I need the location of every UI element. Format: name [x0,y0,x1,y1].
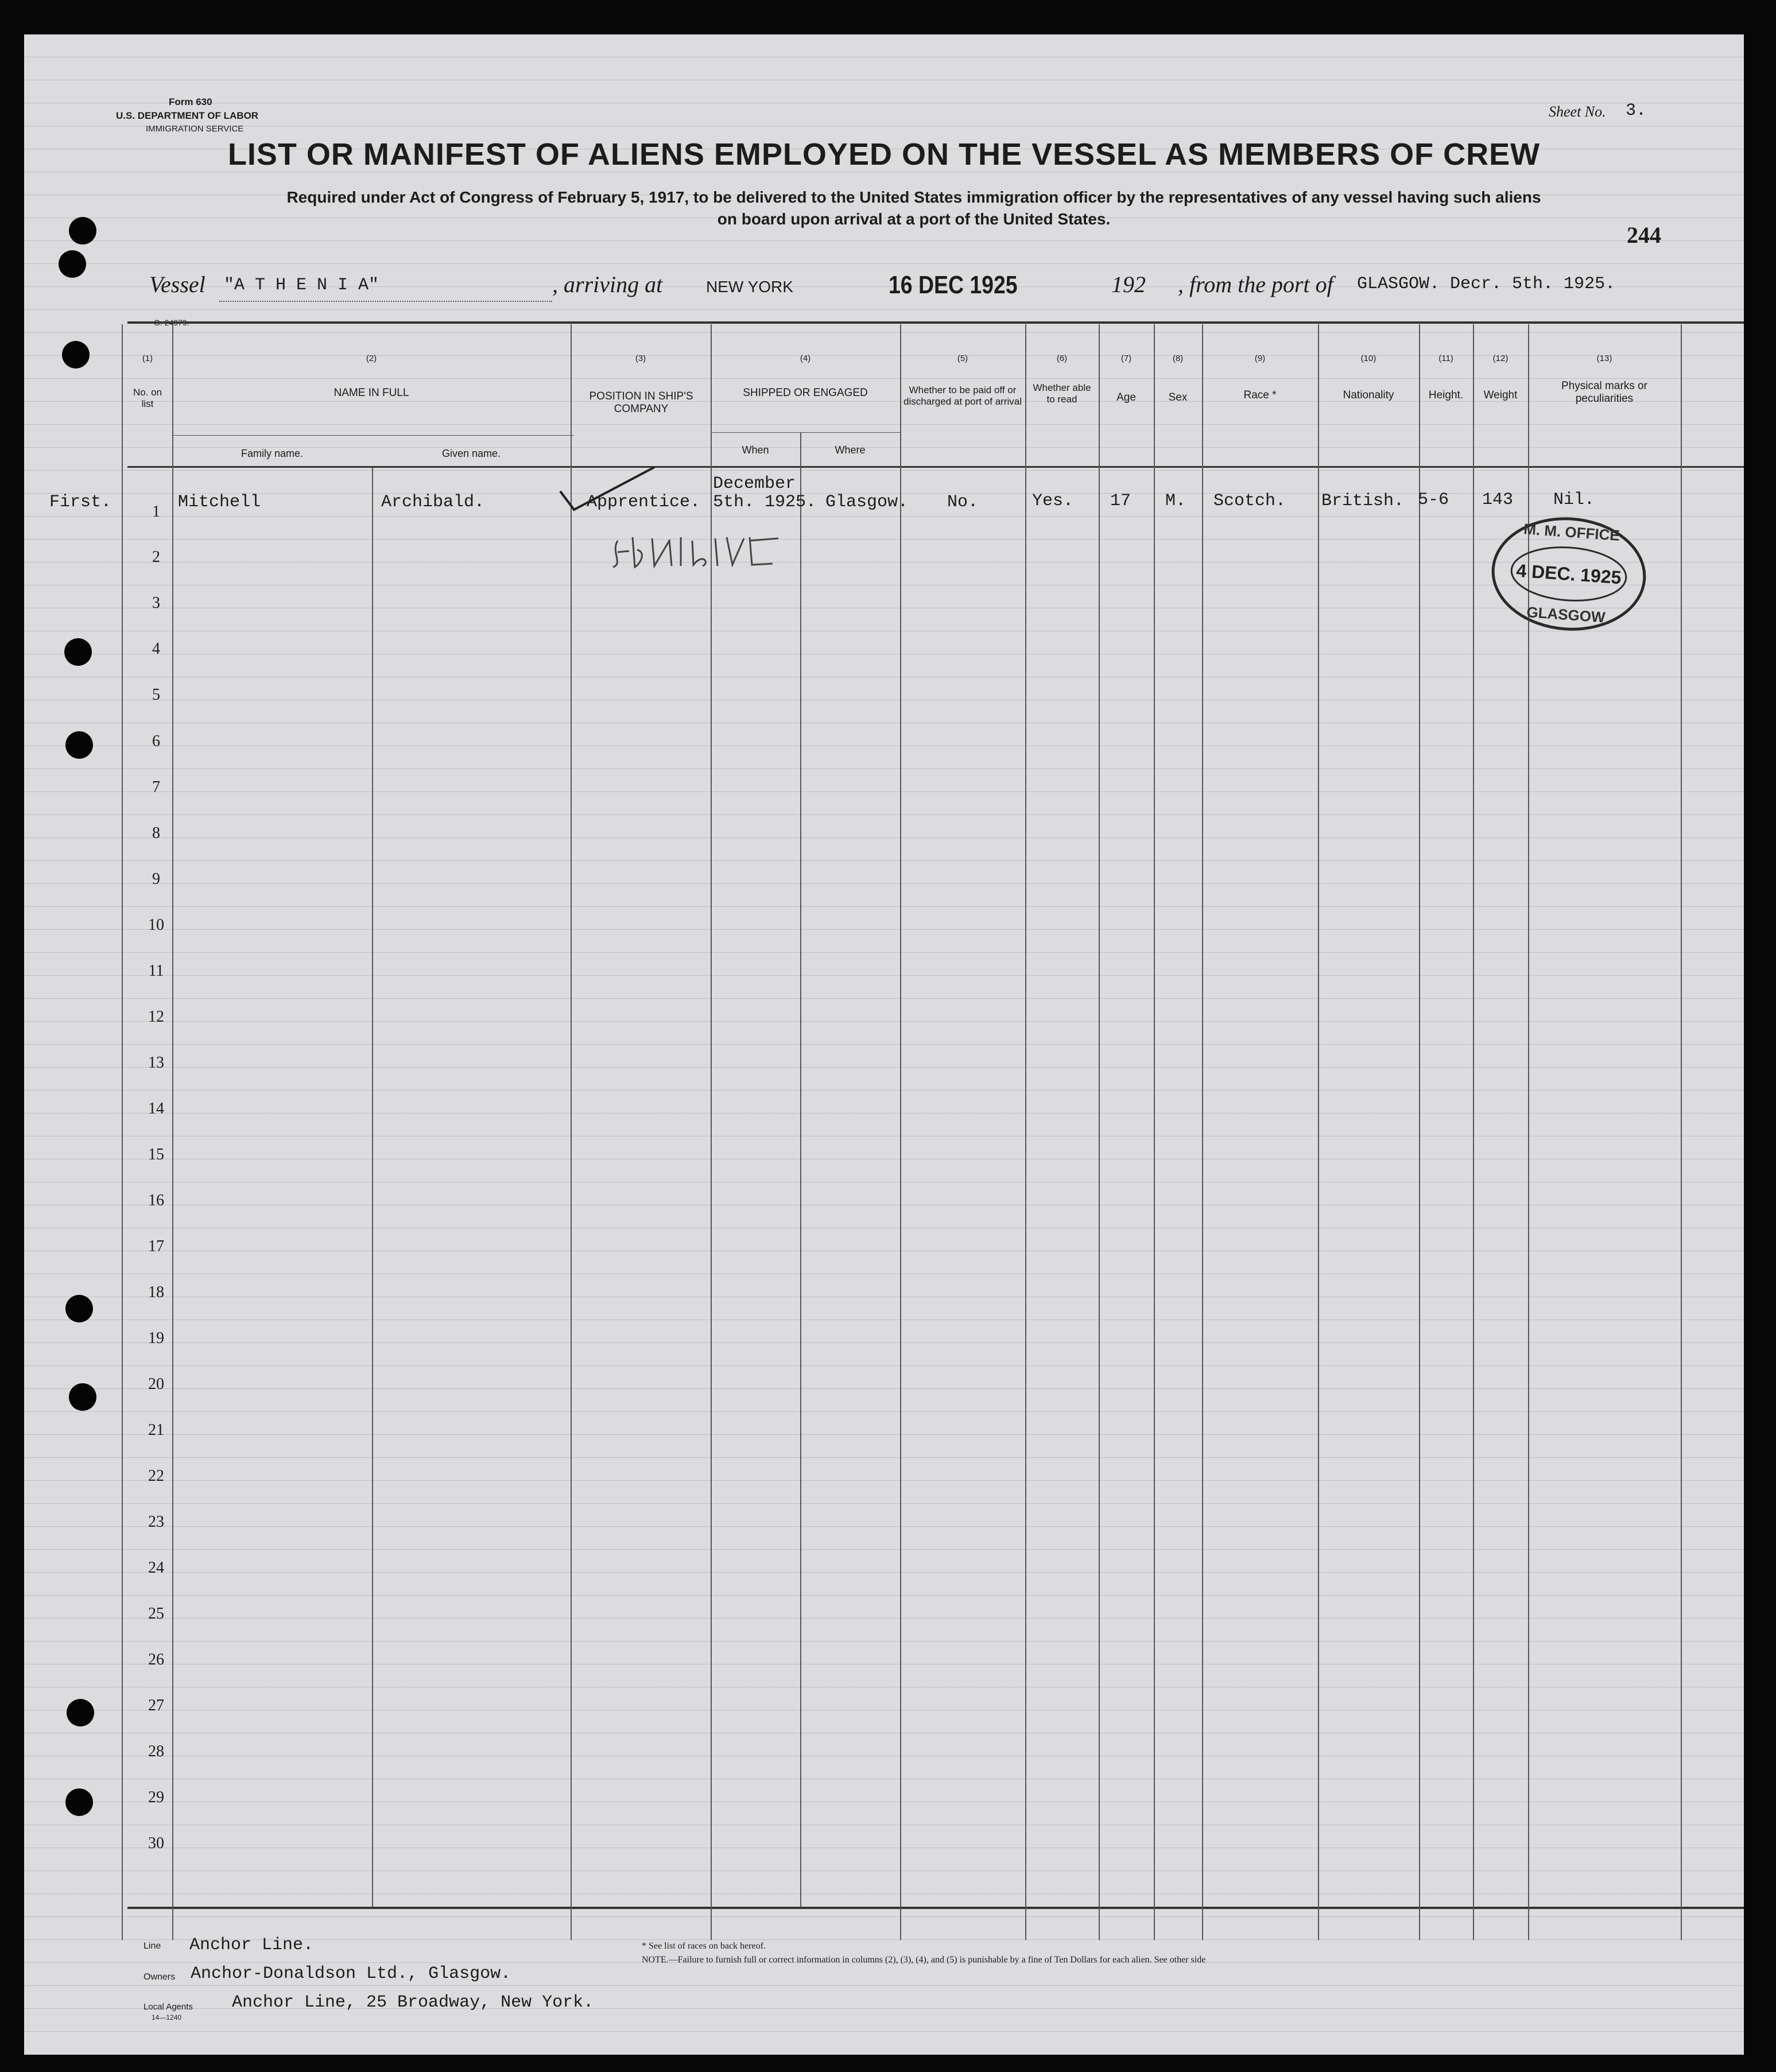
header-race: Race * [1243,389,1277,401]
entry-nationality: British. [1321,491,1405,511]
vessel-underline [219,300,552,302]
service-label: IMMIGRATION SERVICE [146,124,244,134]
row-number: 6 [152,732,160,750]
agents-label: Local Agents [144,2002,193,2012]
col-number: (4) [800,354,811,363]
row-number: 2 [152,548,160,566]
entry-weight: 143 [1482,490,1514,510]
header-name-in-full: NAME IN FULL [334,387,409,399]
entry-physical-marks: Nil. [1553,490,1595,510]
entry-when-line-1: December [713,474,796,494]
row-number: 24 [148,1559,164,1577]
col-number: (1) [142,354,153,363]
departure-port: GLASGOW. Decr. 5th. 1925. [1357,274,1616,294]
header-able-to-read: Whether able to read [1033,382,1091,405]
office-stamp [1482,505,1657,643]
races-footnote: * See list of races on back hereof. [642,1941,766,1951]
col-divider [571,324,572,1940]
handwritten-initials [606,529,813,575]
col-divider [1154,324,1155,1940]
check-mark [557,461,660,513]
sheet-number-value: 3. [1626,101,1647,121]
entry-age: 17 [1110,491,1131,511]
col-divider [1681,324,1682,1940]
col-number: (7) [1120,354,1132,363]
row-number: 16 [148,1192,164,1209]
punch-hole [64,638,92,666]
punch-hole [69,217,96,245]
table-top-rule [127,321,1744,324]
col-divider [900,324,901,1940]
owners-value: Anchor-Donaldson Ltd., Glasgow. [191,1964,511,1984]
entry-able-to-read: Yes. [1032,491,1074,511]
row-number: 22 [148,1467,164,1485]
arriving-label: , arriving at [552,271,663,297]
row-number: 14 [148,1100,164,1118]
col-divider [1025,324,1026,1940]
col-number: (3) [635,354,646,363]
row-number: 15 [148,1146,164,1163]
col-number: (12) [1492,354,1509,363]
row-number: 9 [152,870,160,888]
class-label: First. [49,492,112,512]
penalty-note: NOTE.—Failure to furnish full or correct information in columns (2), (3), (4), and (5) is punishable by a fine of Ten Dollars for each alien. See other side [642,1955,1206,1965]
form-number: Form 630 [169,96,212,107]
department-label: U.S. DEPARTMENT OF LABOR [116,110,259,121]
col-number: (13) [1596,354,1612,363]
page-number: 244 [1627,222,1661,248]
row-number: 1 [152,503,160,521]
punch-hole [67,1699,94,1726]
owners-label: Owners [144,1972,176,1982]
header-paid-off: Whether to be paid off or discharged at port of arrival [903,385,1022,407]
row-number: 8 [152,824,160,842]
row-number: 25 [148,1605,164,1623]
punch-hole [62,341,90,368]
shipped-subheader-rule [711,432,900,433]
header-shipped-engaged: SHIPPED OR ENGAGED [743,387,868,399]
entry-family-name: Mitchell [178,492,261,512]
entry-height: 5-6 [1418,490,1449,510]
row-number: 11 [148,962,164,980]
row-number: 12 [148,1008,164,1026]
row-number: 27 [148,1697,164,1714]
line-value: Anchor Line. [189,1935,314,1955]
row-number: 20 [148,1375,164,1393]
header-bottom-rule [127,466,1744,468]
row-number: 29 [148,1788,164,1806]
header-position: POSITION IN SHIP'S COMPANY [589,390,693,415]
entry-paid-off: No. [947,492,979,512]
from-port-label: , from the port of [1178,271,1333,297]
col-divider [1099,324,1100,1940]
vessel-label: Vessel [149,271,205,297]
name-subheader-rule [172,435,574,436]
table-bottom-rule [127,1907,1744,1909]
entry-race: Scotch. [1213,491,1286,511]
sheet-number-label: Sheet No. [1549,103,1606,120]
col-number: (11) [1438,354,1453,363]
row-number: 13 [148,1054,164,1072]
vessel-name: "A T H E N I A" [224,276,379,295]
row-number: 3 [152,594,160,612]
entry-where: Glasgow. [825,492,909,512]
entry-position: Apprentice. [587,492,701,512]
stamp-top-text: M. M. OFFICE [1523,520,1620,544]
col-divider [1202,324,1203,1940]
header-sex: Sex [1168,391,1188,403]
header-weight: Weight [1483,389,1518,401]
col-number: (5) [957,354,968,363]
col-divider [1318,324,1319,1940]
year-label: 192 [1111,271,1146,297]
col-number: (9) [1254,354,1266,363]
subtitle-line-2: on board upon arrival at a port of the United States. [717,210,1111,228]
col-divider [1419,324,1420,1940]
row-number: 21 [148,1421,164,1439]
entry-when-line-2: 5th. 1925. [713,492,817,512]
row-number: 26 [148,1651,164,1669]
row-number: 23 [148,1513,164,1531]
col-divider [800,432,801,1907]
row-number: 4 [152,640,160,658]
col-number: (8) [1172,354,1184,363]
punch-hole [65,1788,93,1816]
stamp-date: 4 DEC. 1925 [1515,560,1622,588]
line-label: Line [144,1941,161,1951]
punch-hole [69,1383,96,1411]
arrival-date-stamp: 16 DEC 1925 [889,271,1018,299]
col-divider [1473,324,1474,1940]
subtitle-line-1: Required under Act of Congress of February 5, 1917, to be delivered to the United States immigration officer by the representatives of any vessel having such aliens [286,188,1541,206]
header-physical-marks: Physical marks or peculiarities [1561,380,1647,405]
row-number: 17 [148,1237,164,1255]
stamp-bottom-text: GLASGOW [1526,603,1606,626]
punch-hole [65,731,93,759]
agents-value: Anchor Line, 25 Broadway, New York. [232,1993,594,2012]
manifest-sheet [24,34,1744,2055]
col-number: (10) [1360,354,1376,363]
header-family-name: Family name. [241,448,304,459]
col-divider [122,324,123,1940]
header-given-name: Given name. [441,448,501,459]
row-number: 30 [148,1834,164,1852]
header-when: When [742,444,769,456]
row-number: 18 [148,1283,164,1301]
row-number: 5 [152,686,160,704]
arrival-port: NEW YORK [706,278,793,296]
col-number: (6) [1056,354,1068,363]
agents-code: 14—1240 [152,2013,182,2021]
col-number: (2) [366,354,377,363]
header-height: Height. [1428,389,1464,401]
header-nationality: Nationality [1343,389,1394,401]
col-divider [372,468,373,1907]
page-title: LIST OR MANIFEST OF ALIENS EMPLOYED ON THE VESSEL AS MEMBERS OF CREW [227,137,1541,172]
punch-hole [65,1295,93,1322]
punch-hole [59,250,86,278]
entry-sex: M. [1165,491,1186,511]
row-number: 7 [152,778,160,796]
header-age: Age [1116,391,1136,403]
row-number: 19 [148,1329,164,1347]
header-no-on-list: No. on list [133,387,162,409]
row-number: 28 [148,1743,164,1760]
row-number: 10 [148,916,164,934]
entry-given-name: Archibald. [381,492,485,512]
header-where: Where [835,444,866,456]
